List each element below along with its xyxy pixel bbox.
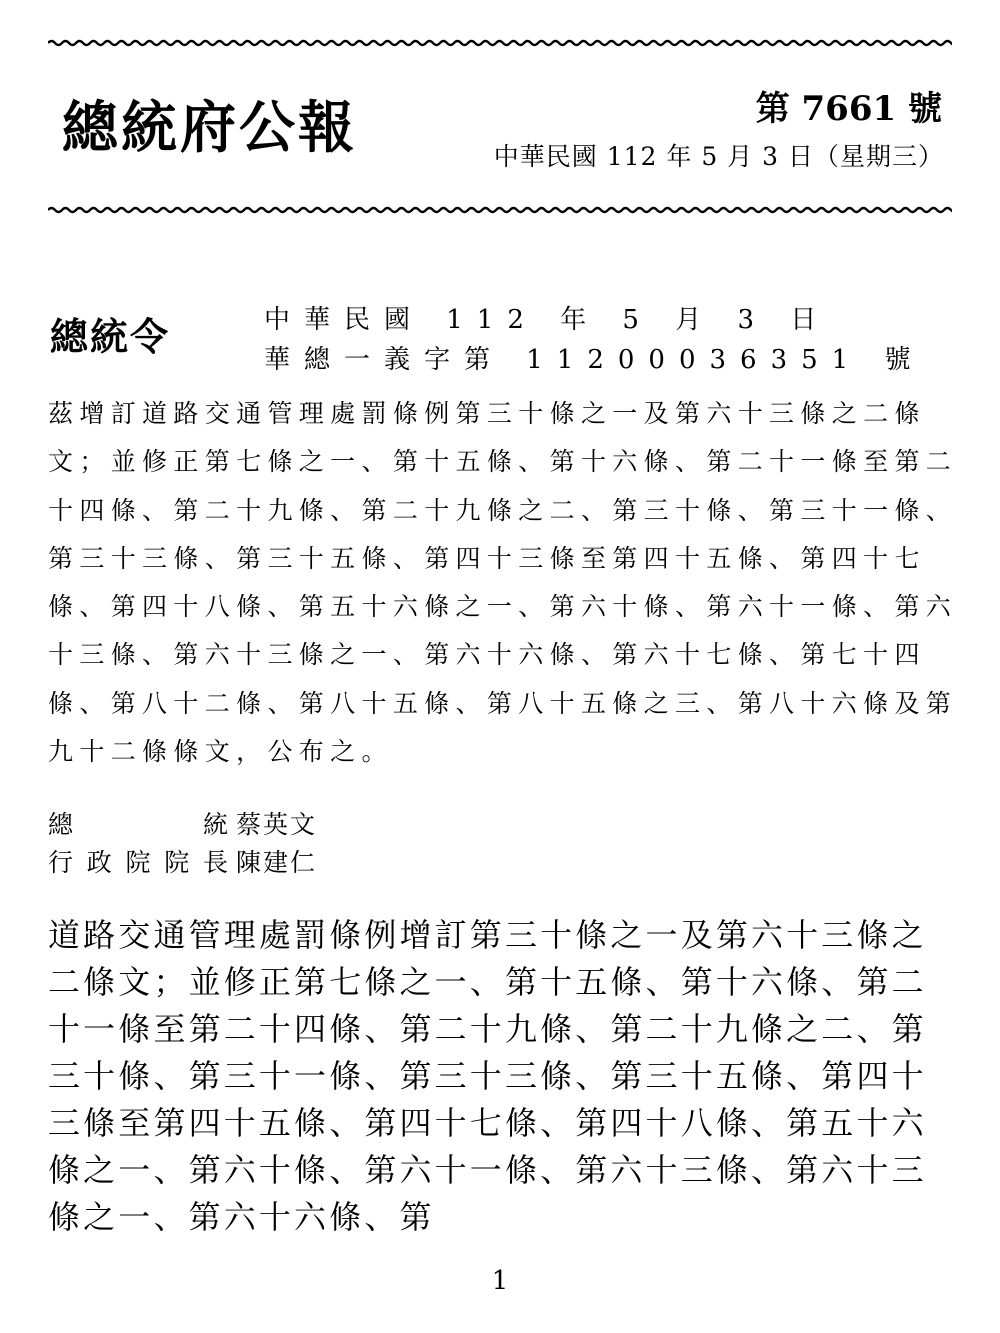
decree-text: 茲增訂道路交通管理處罰條例第三十條之一及第六十三條之二條文；並修正第七條之一、第十五條、第十六條、第二十一條至第二十四條、第二十九條、第二十九條之二、第三十條、第三十一條、第三十三條、第三十五條、第四十三條至第四十五條、第四十七條、第四十八條、第五十六條之一、第六十條、第六十一條、第六十三條、第六十三條之一、第六十六條、第六十七條、第七十四條、第八十二條、第八十五條、第八十五條之三、第八十六條及第九十二條條文，公布之。	[48, 399, 958, 767]
order-document-number: 華總一義字第 11200036351 號	[264, 345, 925, 375]
wavy-line	[48, 208, 952, 212]
signature-title: 行政院院長	[48, 848, 228, 877]
top-wavy-rule	[48, 36, 952, 50]
bottom-wavy-rule	[48, 203, 952, 217]
signature-row-president	[48, 806, 317, 844]
signature-name: 蔡英文	[235, 810, 317, 839]
issue-number: 第 7661 號	[755, 89, 942, 129]
page-number: 1	[491, 1266, 509, 1296]
signature-block	[48, 806, 317, 882]
section-title: 總統令	[50, 314, 171, 359]
gazette-title: 總統府公報	[62, 95, 357, 161]
signature-title: 總統	[48, 810, 228, 839]
signature-row-premier	[48, 844, 317, 882]
law-amendment-title: 道路交通管理處罰條例增訂第三十條之一及第六十三條之二條文；並修正第七條之一、第十五條、第十六條、第二十一條至第二十四條、第二十九條、第二十九條之二、第三十條、第三十一條、第三十三條、第三十五條、第四十三條至第四十五條、第四十七條、第四十八條、第五十六條之一、第六十條、第六十一條、第六十三條、第六十三條之一、第六十六條、第	[48, 916, 927, 1236]
order-meta	[264, 300, 925, 380]
wavy-line	[48, 41, 952, 45]
issue-date: 中華民國 112 年 5 月 3 日（星期三）	[493, 142, 944, 171]
signature-name: 陳建仁	[235, 848, 317, 877]
order-date: 中華民國 112 年 5 月 3 日	[264, 305, 831, 335]
